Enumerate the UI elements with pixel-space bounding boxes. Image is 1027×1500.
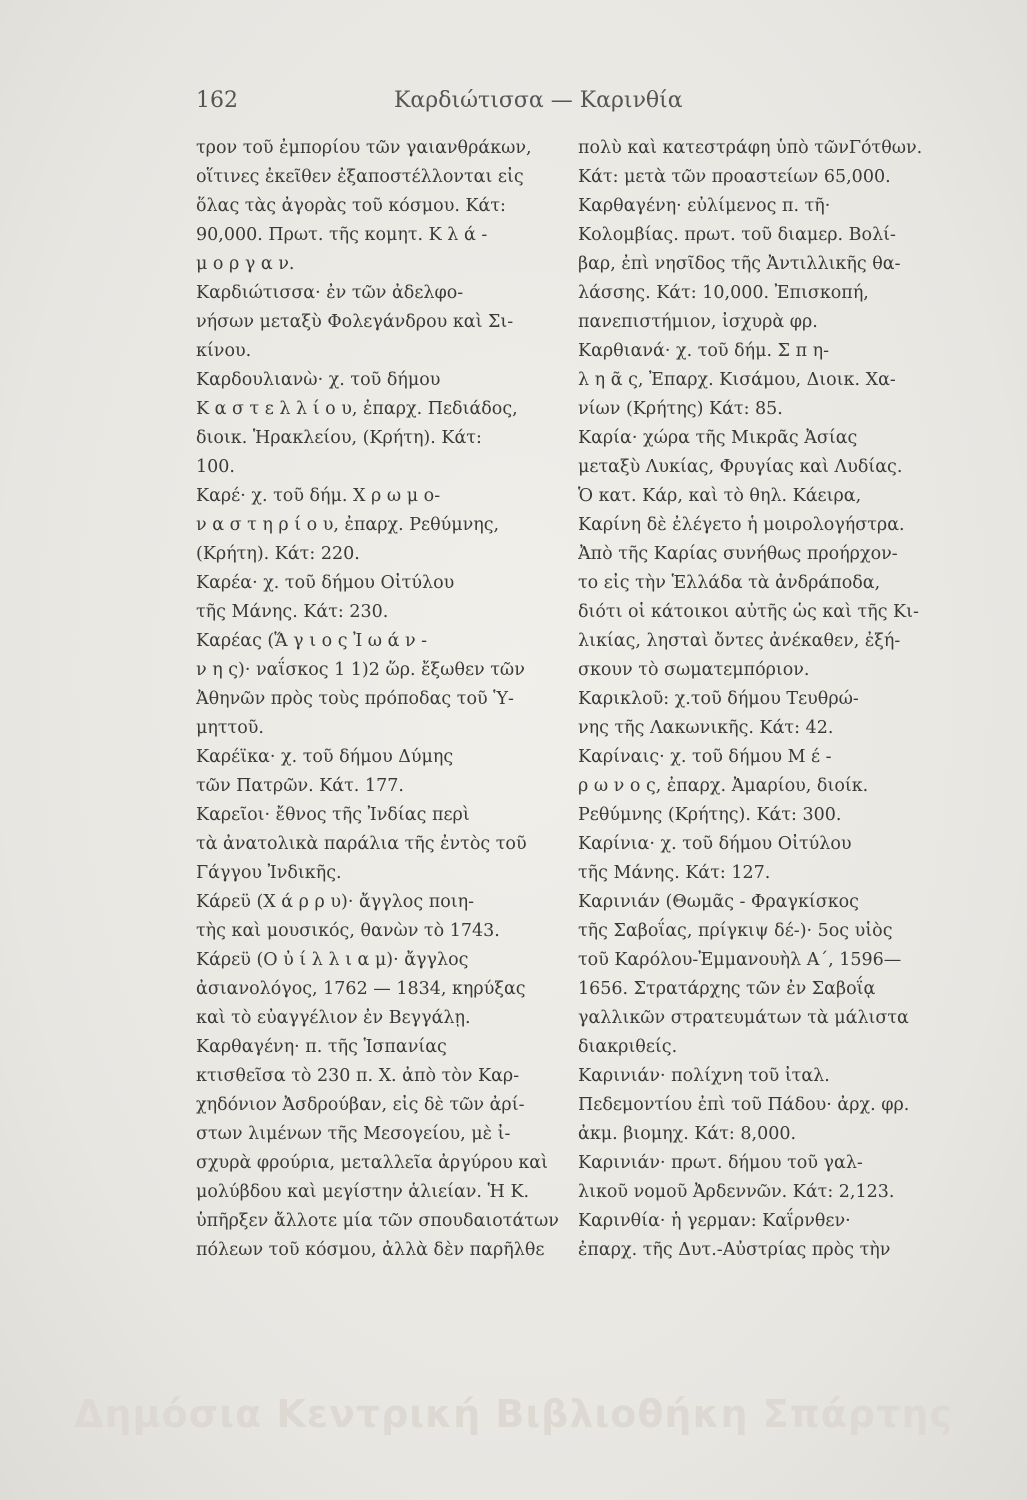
left-column-line: Καρέας (Ἅ γ ι ο ς Ἰ ω ά ν - xyxy=(196,631,428,651)
right-column-line: Κάτ: μετὰ τῶν προαστείων 65,000. xyxy=(578,167,891,187)
left-column-line: τῶν Πατρῶν. Κάτ. 177. xyxy=(196,776,404,796)
right-column-line: το εἰς τὴν Ἑλλάδα τὰ ἀνδράποδα, xyxy=(578,573,881,593)
left-column-line: Καρέϊκα· χ. τοῦ δήμου Δύμης xyxy=(196,747,454,767)
right-column-line: Καρινιάν· πολίχνη τοῦ ἰταλ. xyxy=(578,1066,830,1086)
left-column-line: ἀσιανολόγος, 1762 — 1834, κηρύξας xyxy=(196,979,526,999)
left-column-line: 90,000. Πρωτ. τῆς κομητ. Κ λ ά - xyxy=(196,225,488,245)
left-column-line: στων λιμένων τῆς Μεσογείου, μὲ ἰ- xyxy=(196,1124,511,1144)
right-column-line: Καρίνια· χ. τοῦ δήμου Οἰτύλου xyxy=(578,834,852,854)
left-column-line: διοικ. Ἡρακλείου, (Κρήτη). Κάτ: xyxy=(196,428,482,448)
left-column-line: τῆς Μάνης. Κάτ: 230. xyxy=(196,602,389,622)
right-column-line: τῆς Μάνης. Κάτ: 127. xyxy=(578,863,771,883)
right-column-line: Καρικλοῦ: χ.τοῦ δήμου Τευθρώ- xyxy=(578,689,859,709)
left-column-line: Κάρεϋ (Χ ά ρ ρ υ)· ἄγγλος ποιη- xyxy=(196,892,474,912)
right-column-line: λικοῦ νομοῦ Ἀρδεννῶν. Κάτ: 2,123. xyxy=(578,1182,895,1202)
left-column-line: Καρθαγένη· π. τῆς Ἱσπανίας xyxy=(196,1037,447,1057)
right-column-line: μεταξὺ Λυκίας, Φρυγίας καὶ Λυδίας. xyxy=(578,457,903,477)
right-column-line: τῆς Σαβοΐας, πρίγκιψ δέ-)· 5ος υἱὸς xyxy=(578,921,893,941)
right-column-line: γαλλικῶν στρατευμάτων τὰ μάλιστα xyxy=(578,1008,909,1028)
right-column-line: Ρεθύμνης (Κρήτης). Κάτ: 300. xyxy=(578,805,842,825)
right-column-line: λικίας, λησταὶ ὄντες ἀνέκαθεν, ἐξή- xyxy=(578,631,901,651)
left-column-line: νήσων μεταξὺ Φολεγάνδρου καὶ Σι- xyxy=(196,312,514,332)
left-column-line: κίνου. xyxy=(196,341,252,361)
right-column-line: νης τῆς Λακωνικῆς. Κάτ: 42. xyxy=(578,718,834,738)
left-column-line: μ ο ρ γ α ν. xyxy=(196,254,295,274)
right-column-line: πολὺ καὶ κατεστράφη ὑπὸ τῶνΓότθων. xyxy=(578,138,923,158)
left-column-line: Καρδιώτισσα· ἐν τῶν ἀδελφο- xyxy=(196,283,464,303)
right-column xyxy=(578,134,956,1265)
left-column-line: καὶ τὸ εὐαγγέλιον ἐν Βεγγάλῃ. xyxy=(196,1008,471,1028)
left-column-line: ν α σ τ η ρ ί ο υ, ἐπαρχ. Ρεθύμνης, xyxy=(196,515,500,535)
left-column-line: ὅλας τὰς ἀγορὰς τοῦ κόσμου. Κάτ: xyxy=(196,196,506,216)
left-column-line: Καρδουλιανὼ· χ. τοῦ δήμου xyxy=(196,370,441,390)
left-column-line: τὰ ἀνατολικὰ παράλια τῆς ἐντὸς τοῦ xyxy=(196,834,527,854)
right-column-line: Καρίναις· χ. τοῦ δήμου Μ έ - xyxy=(578,747,832,767)
left-column-line: μηττοῦ. xyxy=(196,718,264,738)
right-column-line: Καρίνη δὲ ἐλέγετο ἡ μοιρολογήστρα. xyxy=(578,515,905,535)
left-column-line: Κάρεϋ (Ο ὐ ί λ λ ι α μ)· ἄγγλος xyxy=(196,950,469,970)
right-column-line: ἐπαρχ. τῆς Δυτ.-Αὐστρίας πρὸς τὴν xyxy=(578,1240,891,1260)
left-column-line: χηδόνιον Ἀσδρούβαν, εἰς δὲ τῶν ἀρί- xyxy=(196,1095,525,1115)
right-column-line: Καρινιάν· πρωτ. δήμου τοῦ γαλ- xyxy=(578,1153,863,1173)
left-column-line: (Κρήτη). Κάτ: 220. xyxy=(196,544,360,564)
left-column-line: 100. xyxy=(196,457,235,477)
left-column-line: οἵτινες ἐκεῖθεν ἐξαποστέλλονται εἰς xyxy=(196,167,524,187)
left-column-line: σχυρὰ φρούρια, μεταλλεῖα ἀργύρου καὶ xyxy=(196,1153,548,1173)
right-column-line: Πεδεμοντίου ἐπὶ τοῦ Πάδου· ἀρχ. φρ. xyxy=(578,1095,910,1115)
left-column-line: τρον τοῦ ἐμπορίου τῶν γαιανθράκων, xyxy=(196,138,532,158)
right-column-line: Καρθιανά· χ. τοῦ δήμ. Σ π η- xyxy=(578,341,830,361)
library-watermark: Δημόσια Κεντρική Βιβλιοθήκη Σπάρτης xyxy=(74,1392,953,1436)
left-column-line: ν η ς)· ναΐσκος 1 1)2 ὥρ. ἔξωθεν τῶν xyxy=(196,660,525,680)
page-header xyxy=(196,88,756,124)
right-column-line: Ἀπὸ τῆς Καρίας συνήθως προήρχον- xyxy=(578,544,898,564)
right-column-line: Ὁ κατ. Κάρ, καὶ τὸ θηλ. Κάειρα, xyxy=(578,486,862,506)
right-column-line: Καρινιάν (Θωμᾶς - Φραγκίσκος xyxy=(578,892,859,912)
right-column-line: πανεπιστήμιον, ἰσχυρὰ φρ. xyxy=(578,312,818,332)
left-column-line: πόλεων τοῦ κόσμου, ἀλλὰ δὲν παρῆλθε xyxy=(196,1240,545,1260)
right-column-line: διότι οἱ κάτοικοι αὐτῆς ὡς καὶ τῆς Κι- xyxy=(578,602,919,622)
right-column-line: ρ ω ν ο ς, ἐπαρχ. Ἀμαρίου, διοίκ. xyxy=(578,776,869,796)
left-column-line: μολύβδου καὶ μεγίστην ἁλιείαν. Ἡ Κ. xyxy=(196,1182,530,1202)
right-column-line: τοῦ Καρόλου-Ἐμμανουὴλ Α΄, 1596— xyxy=(578,950,902,970)
left-column-line: τὴς καὶ μουσικός, θανὼν τὸ 1743. xyxy=(196,921,500,941)
page-number: 162 xyxy=(196,88,238,113)
right-column-line: διακριθείς. xyxy=(578,1037,678,1057)
left-column-line: Κ α σ τ ε λ λ ί ο υ, ἐπαρχ. Πεδιάδος, xyxy=(196,399,518,419)
right-column-line: βαρ, ἐπὶ νησῖδος τῆς Ἀντιλλικῆς θα- xyxy=(578,254,901,274)
left-column-line: κτισθεῖσα τὸ 230 π. Χ. ἀπὸ τὸν Καρ- xyxy=(196,1066,520,1086)
right-column-line: σκουν τὸ σωματεμπόριον. xyxy=(578,660,810,680)
right-column-line: Καρινθία· ἡ γερμαν: Καΐρνθεν· xyxy=(578,1211,851,1231)
right-column-line: νίων (Κρήτης) Κάτ: 85. xyxy=(578,399,783,419)
left-column-line: Καρέα· χ. τοῦ δήμου Οἰτύλου xyxy=(196,573,455,593)
left-column-line: ὑπῆρξεν ἄλλοτε μία τῶν σπουδαιοτάτων xyxy=(196,1211,559,1231)
left-column xyxy=(196,134,574,1265)
left-column-line: Καρέ· χ. τοῦ δήμ. Χ ρ ω μ ο- xyxy=(196,486,441,506)
right-column-line: λάσσης. Κάτ: 10,000. Ἐπισκοπή, xyxy=(578,283,869,303)
running-head: Καρδιώτισσα — Καρινθία xyxy=(394,88,683,113)
left-column-line: Ἀθηνῶν πρὸς τοὺς πρόποδας τοῦ Ὑ- xyxy=(196,689,514,709)
left-column-line: Γάγγου Ἰνδικῆς. xyxy=(196,863,342,883)
right-column-line: 1656. Στρατάρχης τῶν ἐν Σαβοΐᾳ xyxy=(578,979,876,999)
left-column-line: Καρεῖοι· ἔθνος τῆς Ἰνδίας περὶ xyxy=(196,805,470,825)
right-column-line: Καρθαγένη· εὐλίμενος π. τῆ· xyxy=(578,196,831,216)
right-column-line: Κολομβίας. πρωτ. τοῦ διαμερ. Βολί- xyxy=(578,225,896,245)
right-column-line: Καρία· χώρα τῆς Μικρᾶς Ἀσίας xyxy=(578,428,858,448)
right-column-line: λ η ᾶ ς, Ἐπαρχ. Κισάμου, Διοικ. Χα- xyxy=(578,370,896,390)
right-column-line: ἀκμ. βιομηχ. Κάτ: 8,000. xyxy=(578,1124,797,1144)
